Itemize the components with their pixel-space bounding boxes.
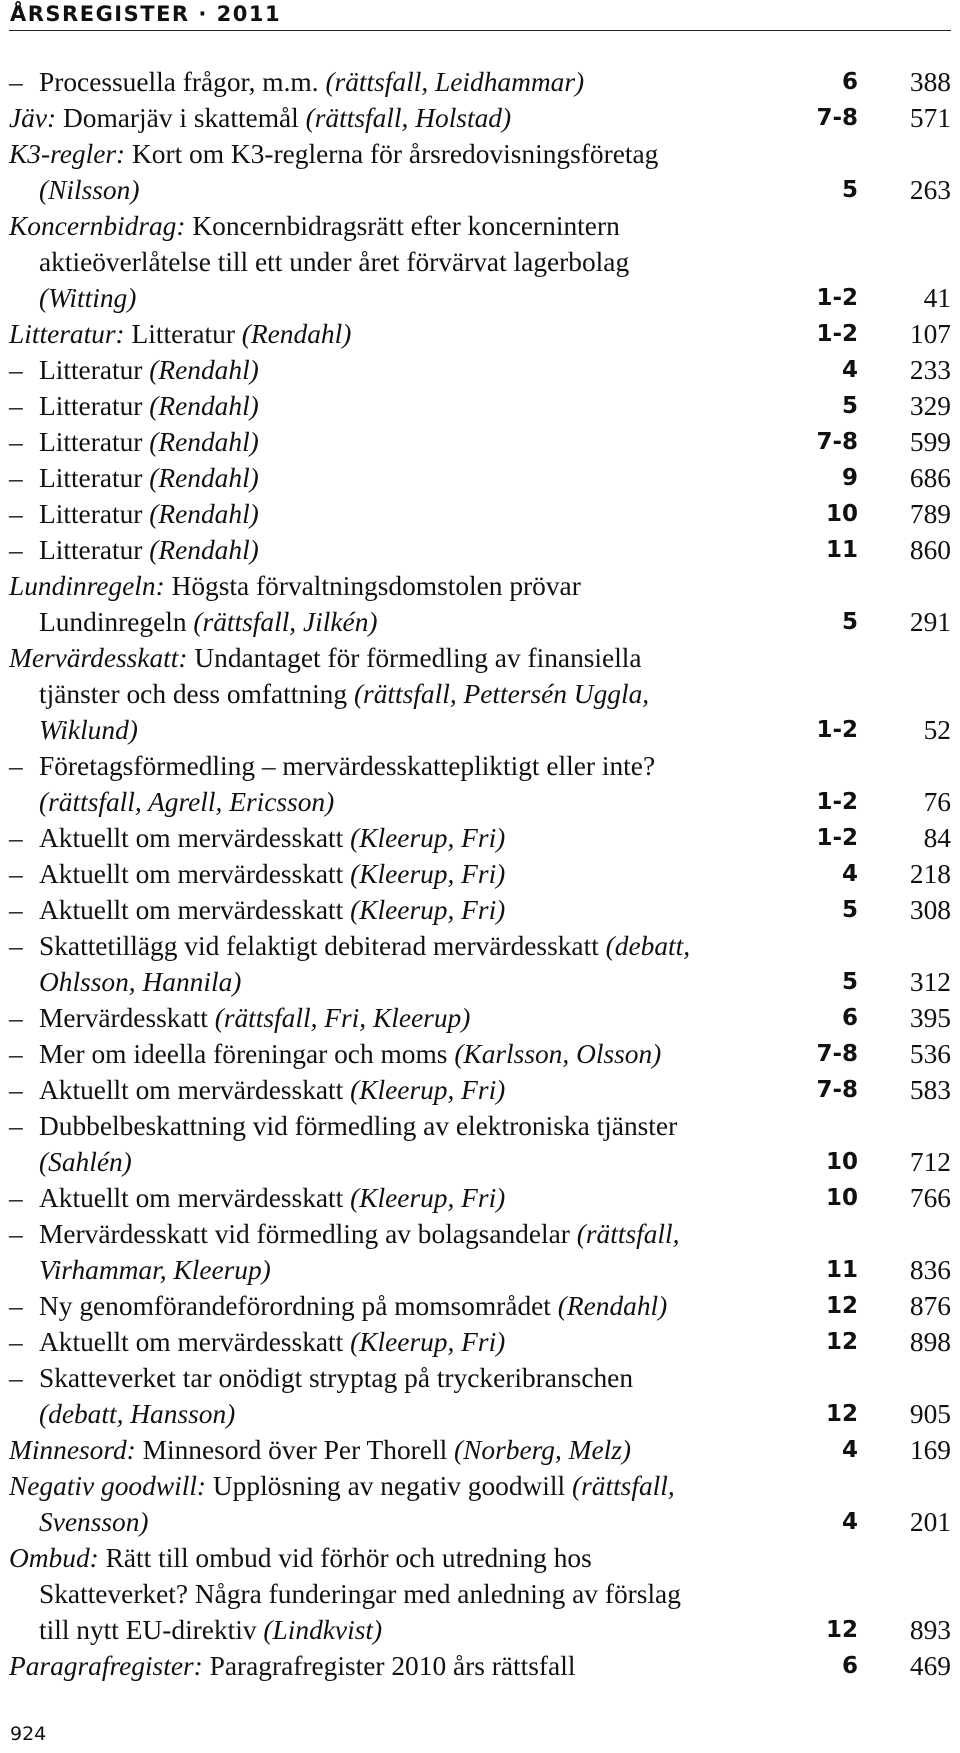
register-entry xyxy=(9,1648,951,1684)
entry-line xyxy=(9,1036,758,1072)
entry-line xyxy=(9,676,758,712)
entry-line xyxy=(9,1216,758,1252)
entry-text: aktieöverlåtelse till ett under året förvärvat lagerbolag xyxy=(39,247,630,277)
register-entry xyxy=(9,424,951,460)
entry-source: (Kleerup, Fri) xyxy=(350,1075,506,1105)
entry-text: Litteratur xyxy=(39,499,150,529)
page-reference: 536 xyxy=(909,1039,951,1069)
entry-line xyxy=(9,352,758,388)
entry-text: tjänster och dess omfattning xyxy=(39,679,354,709)
entry-line xyxy=(9,1072,758,1108)
continuation-dash: – xyxy=(9,1327,23,1357)
entry-line xyxy=(9,1648,758,1684)
register-entry xyxy=(9,388,951,424)
entry-source: (Lindkvist) xyxy=(263,1615,383,1645)
register-entry xyxy=(9,100,951,136)
continuation-dash: – xyxy=(9,1291,23,1321)
continuation-dash: – xyxy=(9,355,23,385)
entry-source: Svensson) xyxy=(39,1507,149,1537)
entry-title xyxy=(9,1072,758,1108)
entry-source: (Rendahl) xyxy=(149,499,259,529)
entry-text: Ny genomförandeförordning på momsområdet xyxy=(39,1291,558,1321)
issue-number: 1-2 xyxy=(816,285,858,311)
register-entry xyxy=(9,1036,951,1072)
continuation-dash: – xyxy=(9,1363,23,1393)
register-entry xyxy=(9,856,951,892)
page-reference: 836 xyxy=(909,1255,951,1285)
entry-keyword: Negativ goodwill: xyxy=(9,1471,207,1501)
register-entry xyxy=(9,640,951,748)
entry-title xyxy=(9,424,758,460)
entry-line xyxy=(9,640,758,676)
register-entry xyxy=(9,892,951,928)
entry-source: (Rendahl) xyxy=(149,463,259,493)
page-reference: 263 xyxy=(909,175,951,205)
register-entry xyxy=(9,64,951,100)
register-entry xyxy=(9,928,951,1000)
entry-source: (rättsfall, xyxy=(571,1471,675,1501)
entry-title xyxy=(9,1432,758,1468)
entry-text: Aktuellt om mervärdesskatt xyxy=(39,895,351,925)
entry-text: Litteratur xyxy=(124,319,242,349)
entry-line xyxy=(9,208,758,244)
page-reference: 860 xyxy=(909,535,951,565)
register-entry xyxy=(9,1432,951,1468)
continuation-dash: – xyxy=(9,535,23,565)
entry-line xyxy=(9,1324,758,1360)
entry-title xyxy=(9,1180,758,1216)
entry-keyword: Minnesord: xyxy=(9,1435,136,1465)
entry-text: Lundinregeln xyxy=(39,607,194,637)
page-reference: 712 xyxy=(909,1147,951,1177)
page-reference: 686 xyxy=(909,463,951,493)
continuation-dash: – xyxy=(9,1219,23,1249)
entry-keyword: Koncernbidrag: xyxy=(9,211,186,241)
entry-line xyxy=(9,820,758,856)
continuation-dash: – xyxy=(9,463,23,493)
entry-title xyxy=(9,1216,758,1288)
issue-number: 12 xyxy=(825,1617,858,1643)
issue-number: 6 xyxy=(841,69,858,95)
entry-line xyxy=(9,748,758,784)
entry-line xyxy=(9,892,758,928)
entry-line xyxy=(9,316,758,352)
register-entry xyxy=(9,352,951,388)
page-reference: 84 xyxy=(923,823,951,853)
entry-title xyxy=(9,496,758,532)
entry-source: (Rendahl) xyxy=(149,535,259,565)
issue-number: 4 xyxy=(841,357,858,383)
continuation-dash: – xyxy=(9,859,23,889)
entry-source: (debatt, xyxy=(605,931,691,961)
entry-source: (Rendahl) xyxy=(149,391,259,421)
register-entry xyxy=(9,1216,951,1288)
entry-line xyxy=(9,1432,758,1468)
page-reference: 599 xyxy=(909,427,951,457)
continuation-dash: – xyxy=(9,1111,23,1141)
entry-source: Wiklund) xyxy=(39,715,138,745)
register-entry xyxy=(9,496,951,532)
entry-source: (debatt, Hansson) xyxy=(39,1399,236,1429)
entry-title xyxy=(9,1468,758,1540)
entry-title xyxy=(9,640,758,748)
register-entry xyxy=(9,1540,951,1648)
entry-text: Processuella frågor, m.m. xyxy=(39,67,326,97)
register-entry xyxy=(9,1468,951,1540)
entry-line xyxy=(9,460,758,496)
entry-title xyxy=(9,316,758,352)
page-reference: 52 xyxy=(923,715,951,745)
entry-title xyxy=(9,64,758,100)
entry-line xyxy=(9,568,758,604)
issue-number: 5 xyxy=(841,177,858,203)
issue-number: 11 xyxy=(825,1257,858,1283)
entry-line xyxy=(9,1288,758,1324)
entry-line xyxy=(9,136,758,172)
page-reference: 876 xyxy=(909,1291,951,1321)
entry-source: (Norberg, Melz) xyxy=(454,1435,632,1465)
page-reference: 218 xyxy=(909,859,951,889)
entry-keyword: Jäv: xyxy=(9,103,57,133)
page-reference: 898 xyxy=(909,1327,951,1357)
issue-number: 4 xyxy=(841,1437,858,1463)
issue-number: 1-2 xyxy=(816,825,858,851)
page-reference: 388 xyxy=(909,67,951,97)
entry-line xyxy=(9,604,758,640)
entry-title xyxy=(9,1288,758,1324)
entry-source: (Nilsson) xyxy=(39,175,140,205)
issue-number: 7-8 xyxy=(816,429,858,455)
entry-source: (Sahlén) xyxy=(39,1147,132,1177)
issue-number: 12 xyxy=(825,1329,858,1355)
entry-text: Mervärdesskatt vid förmedling av bolagsandelar xyxy=(39,1219,577,1249)
entry-title xyxy=(9,820,758,856)
page-reference: 308 xyxy=(909,895,951,925)
entry-keyword: Lundinregeln: xyxy=(9,571,165,601)
entry-line xyxy=(9,172,758,208)
entry-keyword: Ombud: xyxy=(9,1543,99,1573)
entry-text: Upplösning av negativ goodwill xyxy=(206,1471,572,1501)
issue-number: 11 xyxy=(825,537,858,563)
page-reference: 789 xyxy=(909,499,951,529)
continuation-dash: – xyxy=(9,931,23,961)
register-entry xyxy=(9,316,951,352)
entry-text: Aktuellt om mervärdesskatt xyxy=(39,823,351,853)
entry-line xyxy=(9,532,758,568)
register-entry xyxy=(9,1072,951,1108)
page-reference: 291 xyxy=(909,607,951,637)
page-reference: 107 xyxy=(909,319,951,349)
entry-text: Aktuellt om mervärdesskatt xyxy=(39,1075,351,1105)
page-reference: 583 xyxy=(909,1075,951,1105)
entry-source: (rättsfall, Leidhammar) xyxy=(325,67,585,97)
page-reference: 905 xyxy=(909,1399,951,1429)
entry-line xyxy=(9,1144,758,1180)
entry-line xyxy=(9,388,758,424)
entry-line xyxy=(9,856,758,892)
entry-source: Virhammar, Kleerup) xyxy=(39,1255,271,1285)
entry-keyword: K3-regler: xyxy=(9,139,126,169)
continuation-dash: – xyxy=(9,751,23,781)
register-entry xyxy=(9,748,951,820)
continuation-dash: – xyxy=(9,1003,23,1033)
continuation-dash: – xyxy=(9,823,23,853)
entry-text: Högsta förvaltningsdomstolen prövar xyxy=(164,571,581,601)
page-reference: 329 xyxy=(909,391,951,421)
register-entry xyxy=(9,1180,951,1216)
entry-line xyxy=(9,280,758,316)
entry-title xyxy=(9,748,758,820)
entry-title xyxy=(9,460,758,496)
entry-line xyxy=(9,1000,758,1036)
entry-source: (Kleerup, Fri) xyxy=(350,823,506,853)
entry-title xyxy=(9,568,758,640)
entry-line xyxy=(9,64,758,100)
entry-source: Ohlsson, Hannila) xyxy=(39,967,242,997)
page-reference: 201 xyxy=(909,1507,951,1537)
entry-source: (Rendahl) xyxy=(557,1291,668,1321)
page-reference: 76 xyxy=(923,787,951,817)
issue-number: 5 xyxy=(841,897,858,923)
entry-text: Domarjäv i skattemål xyxy=(56,103,306,133)
entry-text: Kort om K3-reglerna för årsredovisningsföretag xyxy=(125,139,659,169)
entry-text: Litteratur xyxy=(39,391,150,421)
continuation-dash: – xyxy=(9,427,23,457)
running-title: ÅRSREGISTER · 2011 xyxy=(10,2,282,26)
register-entry xyxy=(9,1360,951,1432)
header-rule xyxy=(9,30,951,31)
entry-text: Skatteverket tar onödigt stryptag på tryckeribranschen xyxy=(39,1363,634,1393)
entry-line xyxy=(9,1108,758,1144)
entry-title xyxy=(9,928,758,1000)
entry-line xyxy=(9,496,758,532)
entry-text: till nytt EU-direktiv xyxy=(39,1615,264,1645)
entry-source: (rättsfall, Holstad) xyxy=(305,103,512,133)
page-reference: 312 xyxy=(909,967,951,997)
entry-source: (Rendahl) xyxy=(241,319,352,349)
entry-line xyxy=(9,1612,758,1648)
entry-text: Minnesord över Per Thorell xyxy=(135,1435,455,1465)
issue-number: 5 xyxy=(841,969,858,995)
register-entry xyxy=(9,460,951,496)
register-entry xyxy=(9,1324,951,1360)
entry-line xyxy=(9,424,758,460)
continuation-dash: – xyxy=(9,1183,23,1213)
entry-line xyxy=(9,1252,758,1288)
entry-line xyxy=(9,1576,758,1612)
entry-source: (Kleerup, Fri) xyxy=(350,1327,506,1357)
register-entry xyxy=(9,1108,951,1180)
entry-line xyxy=(9,100,758,136)
issue-number: 6 xyxy=(841,1653,858,1679)
entry-text: Litteratur xyxy=(39,463,150,493)
entry-line xyxy=(9,964,758,1000)
entry-source: (rättsfall, Agrell, Ericsson) xyxy=(39,787,335,817)
continuation-dash: – xyxy=(9,391,23,421)
continuation-dash: – xyxy=(9,499,23,529)
entry-line xyxy=(9,1504,758,1540)
register-list xyxy=(9,64,951,1684)
entry-source: (Kleerup, Fri) xyxy=(350,859,506,889)
entry-line xyxy=(9,1180,758,1216)
continuation-dash: – xyxy=(9,67,23,97)
entry-text: Aktuellt om mervärdesskatt xyxy=(39,1183,351,1213)
issue-number: 7-8 xyxy=(816,105,858,131)
page-reference: 395 xyxy=(909,1003,951,1033)
entry-title xyxy=(9,208,758,316)
page-reference: 233 xyxy=(909,355,951,385)
entry-text: Aktuellt om mervärdesskatt xyxy=(39,1327,351,1357)
entry-title xyxy=(9,1360,758,1432)
entry-text: Mer om ideella föreningar och moms xyxy=(39,1039,455,1069)
page-reference: 766 xyxy=(909,1183,951,1213)
entry-source: (Karlsson, Olsson) xyxy=(454,1039,662,1069)
issue-number: 4 xyxy=(841,1509,858,1535)
entry-title xyxy=(9,352,758,388)
entry-title xyxy=(9,1108,758,1180)
page-number: 924 xyxy=(10,1723,47,1745)
entry-text: Litteratur xyxy=(39,355,150,385)
entry-line xyxy=(9,784,758,820)
page-reference: 893 xyxy=(909,1615,951,1645)
issue-number: 10 xyxy=(825,1149,858,1175)
entry-title xyxy=(9,1540,758,1648)
entry-title xyxy=(9,388,758,424)
entry-line xyxy=(9,1360,758,1396)
continuation-dash: – xyxy=(9,1075,23,1105)
entry-source: (rättsfall, Jilkén) xyxy=(193,607,378,637)
issue-number: 6 xyxy=(841,1005,858,1031)
issue-number: 5 xyxy=(841,393,858,419)
entry-source: (Rendahl) xyxy=(149,355,259,385)
entry-text: Företagsförmedling – mervärdesskattepliktigt eller inte? xyxy=(39,751,656,781)
entry-title xyxy=(9,1648,758,1684)
entry-text: Koncernbidragsrätt efter koncernintern xyxy=(185,211,620,241)
entry-text: Litteratur xyxy=(39,535,150,565)
issue-number: 5 xyxy=(841,609,858,635)
entry-title xyxy=(9,532,758,568)
entry-text: Dubbelbeskattning vid förmedling av elektroniska tjänster xyxy=(39,1111,678,1141)
entry-keyword: Paragrafregister: xyxy=(9,1651,203,1681)
register-entry xyxy=(9,820,951,856)
entry-text: Aktuellt om mervärdesskatt xyxy=(39,859,351,889)
register-entry xyxy=(9,208,951,316)
issue-number: 12 xyxy=(825,1401,858,1427)
issue-number: 12 xyxy=(825,1293,858,1319)
continuation-dash: – xyxy=(9,1039,23,1069)
entry-title xyxy=(9,856,758,892)
register-entry xyxy=(9,1000,951,1036)
entry-source: (Kleerup, Fri) xyxy=(350,1183,506,1213)
entry-text: Skatteverket? Några funderingar med anledning av förslag xyxy=(39,1579,681,1609)
entry-source: (Witting) xyxy=(39,283,137,313)
page-reference: 169 xyxy=(909,1435,951,1465)
entry-text: Undantaget för förmedling av finansiella xyxy=(187,643,642,673)
page-reference: 41 xyxy=(923,283,951,313)
entry-source: (rättsfall, Pettersén Uggla, xyxy=(353,679,650,709)
page-reference: 469 xyxy=(909,1651,951,1681)
entry-title xyxy=(9,1036,758,1072)
entry-line xyxy=(9,1396,758,1432)
register-entry xyxy=(9,568,951,640)
entry-line xyxy=(9,928,758,964)
entry-source: (Rendahl) xyxy=(149,427,259,457)
entry-text: Litteratur xyxy=(39,427,150,457)
continuation-dash: – xyxy=(9,895,23,925)
issue-number: 1-2 xyxy=(816,321,858,347)
entry-text: Mervärdesskatt xyxy=(39,1003,215,1033)
issue-number: 1-2 xyxy=(816,789,858,815)
entry-text: Paragrafregister 2010 års rättsfall xyxy=(202,1651,576,1681)
entry-keyword: Mervärdesskatt: xyxy=(9,643,188,673)
register-entry xyxy=(9,136,951,208)
entry-text: Skattetillägg vid felaktigt debiterad mervärdesskatt xyxy=(39,931,606,961)
entry-title xyxy=(9,136,758,208)
issue-number: 10 xyxy=(825,1185,858,1211)
issue-number: 9 xyxy=(841,465,858,491)
register-entry xyxy=(9,532,951,568)
issue-number: 4 xyxy=(841,861,858,887)
register-entry xyxy=(9,1288,951,1324)
issue-number: 7-8 xyxy=(816,1077,858,1103)
entry-title xyxy=(9,892,758,928)
issue-number: 10 xyxy=(825,501,858,527)
issue-number: 1-2 xyxy=(816,717,858,743)
page-reference: 571 xyxy=(909,103,951,133)
entry-title xyxy=(9,1324,758,1360)
entry-source: (rättsfall, Fri, Kleerup) xyxy=(214,1003,471,1033)
entry-text: Rätt till ombud vid förhör och utredning hos xyxy=(98,1543,592,1573)
issue-number: 7-8 xyxy=(816,1041,858,1067)
entry-keyword: Litteratur: xyxy=(9,319,125,349)
entry-source: (Kleerup, Fri) xyxy=(350,895,506,925)
entry-title xyxy=(9,1000,758,1036)
entry-line xyxy=(9,244,758,280)
entry-line xyxy=(9,1540,758,1576)
entry-title xyxy=(9,100,758,136)
entry-line xyxy=(9,1468,758,1504)
entry-source: (rättsfall, xyxy=(576,1219,680,1249)
entry-line xyxy=(9,712,758,748)
